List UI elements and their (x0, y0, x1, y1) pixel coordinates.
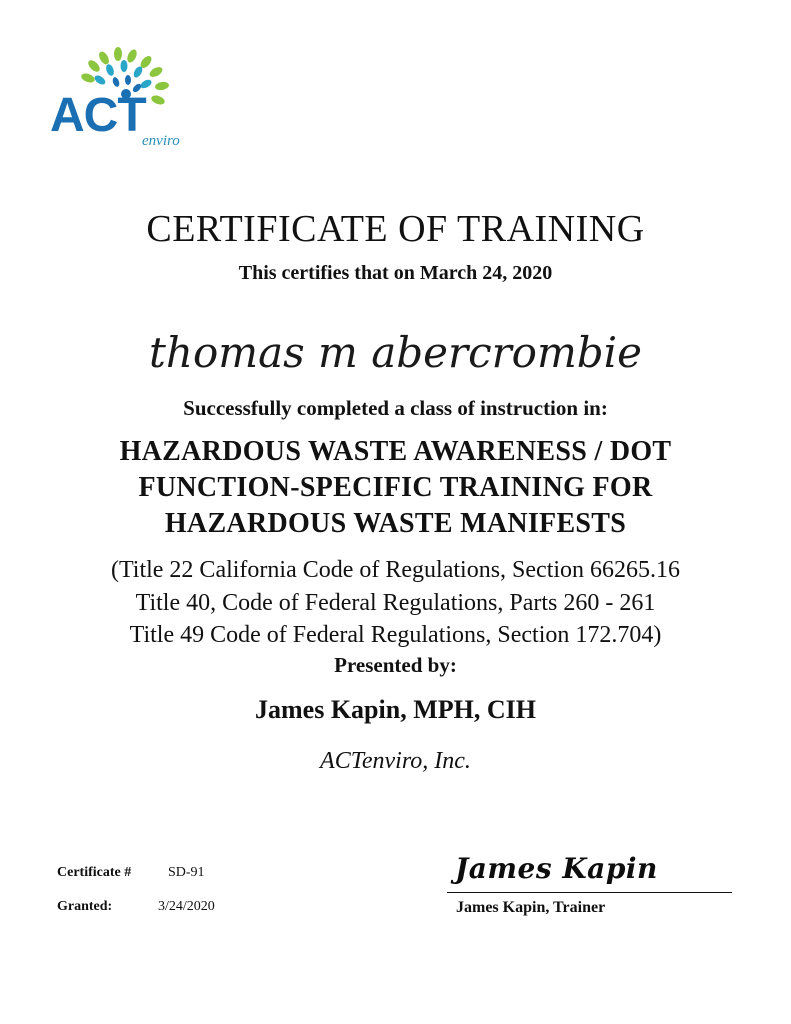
signature-caption: James Kapin, Trainer (456, 899, 606, 916)
logo-wordmark: ACT (50, 89, 146, 142)
certificate-number-label: Certificate # (57, 865, 132, 880)
granted-label: Granted: (57, 899, 113, 914)
regulation-line: Title 40, Code of Federal Regulations, Parts 260 - 261 (135, 590, 656, 616)
regulation-line: Title 49 Code of Federal Regulations, Section 172.704) (129, 622, 662, 648)
logo-subtext: enviro (142, 133, 180, 149)
certificate-title: CERTIFICATE OF TRAINING (146, 208, 645, 250)
actenviro-logo (44, 44, 194, 154)
recipient-name: thomas m abercrombie (149, 328, 642, 377)
regulation-line: (Title 22 California Code of Regulations, Section 66265.16 (110, 557, 681, 583)
company-name: ACTenviro, Inc. (320, 748, 471, 774)
certificate-number-value: SD-91 (168, 865, 205, 880)
trainer-name: James Kapin, MPH, CIH (255, 695, 536, 724)
presented-by-label: Presented by: (334, 653, 457, 677)
course-title-line: FUNCTION-SPECIFIC TRAINING FOR (138, 472, 653, 503)
course-title-line: HAZARDOUS WASTE MANIFESTS (164, 508, 627, 539)
granted-date: 3/24/2020 (158, 899, 215, 914)
completed-line: Successfully completed a class of instruction in: (183, 396, 608, 420)
certifies-line: This certifies that on March 24, 2020 (238, 262, 553, 284)
trainer-signature: James Kapin (455, 852, 658, 885)
course-title-line: HAZARDOUS WASTE AWARENESS / DOT (119, 436, 672, 467)
signature-line (447, 892, 732, 893)
